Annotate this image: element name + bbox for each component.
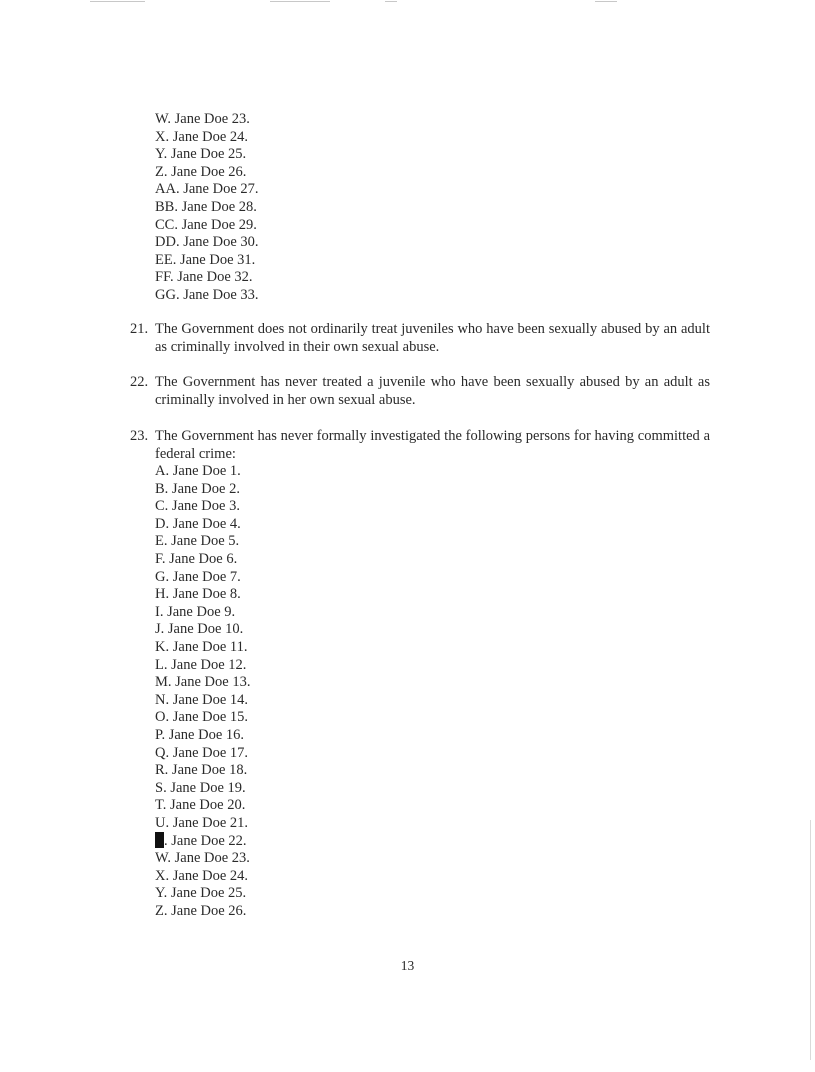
list-item: AA. Jane Doe 27. [155, 181, 259, 198]
scan-artifact [810, 820, 811, 1060]
list-item: Z. Jane Doe 26. [155, 902, 247, 919]
list-item: O. Jane Doe 15. [155, 709, 249, 726]
list-item: X. Jane Doe 24. [155, 867, 249, 884]
list-item: R. Jane Doe 18. [155, 762, 248, 779]
list-item: Q. Jane Doe 17. [155, 744, 249, 761]
scan-artifact [270, 1, 330, 2]
list-item: L. Jane Doe 12. [155, 656, 247, 673]
list-item: H. Jane Doe 8. [155, 586, 241, 603]
list-item: BB. Jane Doe 28. [155, 198, 257, 215]
list-item: Z. Jane Doe 26. [155, 163, 247, 180]
page-number: 13 [400, 958, 415, 973]
paragraph-text: The Government has never formally investigated the following persons for having committed a federal crime: [155, 428, 710, 462]
list-item: E. Jane Doe 5. [155, 533, 240, 550]
list-item: X. Jane Doe 24. [155, 128, 249, 145]
list-item: S. Jane Doe 19. [155, 779, 246, 796]
list-item: Y. Jane Doe 25. [155, 885, 247, 902]
scan-artifact [385, 1, 397, 2]
list-item: C. Jane Doe 3. [155, 498, 240, 515]
scan-artifact [595, 1, 617, 2]
paragraph-number: 23. [130, 428, 149, 444]
list-item: T. Jane Doe 20. [155, 797, 246, 814]
list-item: M. Jane Doe 13. [155, 674, 251, 691]
paragraph-text: The Government does not ordinarily treat juveniles who have been sexually abused by an adult as criminally involved in their own sexual abuse. [155, 321, 710, 355]
list-item: CC. Jane Doe 29. [155, 216, 257, 233]
list-item: FF. Jane Doe 32. [155, 269, 253, 286]
list-item: G. Jane Doe 7. [155, 568, 241, 585]
list-item: B. Jane Doe 2. [155, 480, 240, 497]
continued-list [155, 111, 259, 305]
list-item: Y. Jane Doe 25. [155, 146, 247, 163]
list-item: P. Jane Doe 16. [155, 726, 245, 743]
list-item: I. Jane Doe 9. [155, 603, 236, 620]
paragraph-23 [130, 428, 710, 463]
redaction-block [155, 832, 164, 848]
list-item: DD. Jane Doe 30. [155, 234, 259, 251]
list-item: F. Jane Doe 6. [155, 550, 238, 567]
list-item: N. Jane Doe 14. [155, 691, 249, 708]
paragraph-number: 21. [130, 321, 149, 337]
paragraph-21 [130, 321, 710, 356]
list-item: W. Jane Doe 23. [155, 111, 250, 127]
list-item: D. Jane Doe 4. [155, 515, 241, 532]
list-item: W. Jane Doe 23. [155, 850, 250, 867]
list-item: U. Jane Doe 21. [155, 814, 249, 831]
list-item: GG. Jane Doe 33. [155, 286, 259, 303]
list-item: J. Jane Doe 10. [155, 621, 244, 638]
paragraph-22 [130, 374, 710, 409]
persons-list [155, 463, 250, 920]
paragraph-text: The Government has never treated a juvenile who have been sexually abused by an adult as criminally involved in her own sexual abuse. [155, 374, 710, 408]
scan-artifact [90, 1, 145, 2]
list-item: A. Jane Doe 1. [155, 463, 241, 479]
list-item: K. Jane Doe 11. [155, 638, 248, 655]
list-item: EE. Jane Doe 31. [155, 251, 256, 268]
list-item: . Jane Doe 22. [155, 832, 250, 850]
paragraph-number: 22. [130, 374, 149, 390]
